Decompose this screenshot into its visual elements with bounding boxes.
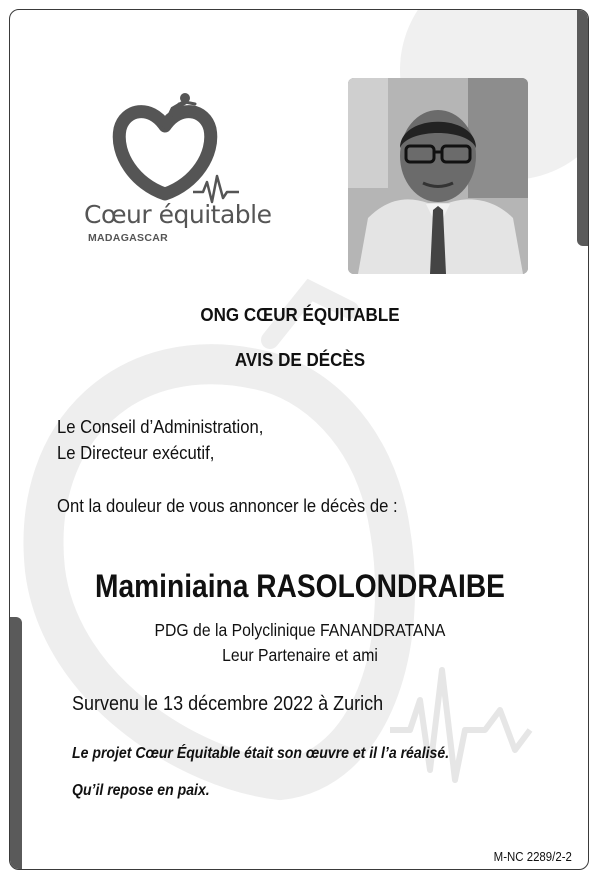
deceased-role: PDG de la Polyclinique FANANDRATANA (154, 620, 446, 640)
date-of-death: Survenu le 13 décembre 2022 à Zurich (72, 693, 384, 715)
deceased-relation: Leur Partenaire et ami (222, 645, 378, 665)
farewell-line: Qu’il repose en paix. (72, 782, 210, 799)
deceased-name: Maminiaina RASOLONDRAIBE (95, 568, 505, 604)
notice-heading: AVIS DE DÉCÈS (234, 349, 366, 370)
right-accent-bar (577, 10, 588, 246)
director-line: Le Directeur exécutif, (57, 442, 215, 463)
reference-code: M-NC 2289/2-2 (493, 849, 572, 864)
organization-name: ONG CŒUR ÉQUITABLE (200, 304, 400, 325)
portrait-photo (348, 78, 528, 274)
left-accent-bar (10, 617, 22, 869)
logo-subtitle: MADAGASCAR (88, 232, 168, 244)
tribute-line: Le projet Cœur Équitable était son œuvre et il l’a réalisé. (72, 745, 450, 762)
logo-wordmark: Cœur équitable (84, 200, 272, 229)
announcement-line: Ont la douleur de vous annoncer le décès de : (57, 495, 398, 516)
council-line: Le Conseil d’Administration, (57, 416, 264, 437)
